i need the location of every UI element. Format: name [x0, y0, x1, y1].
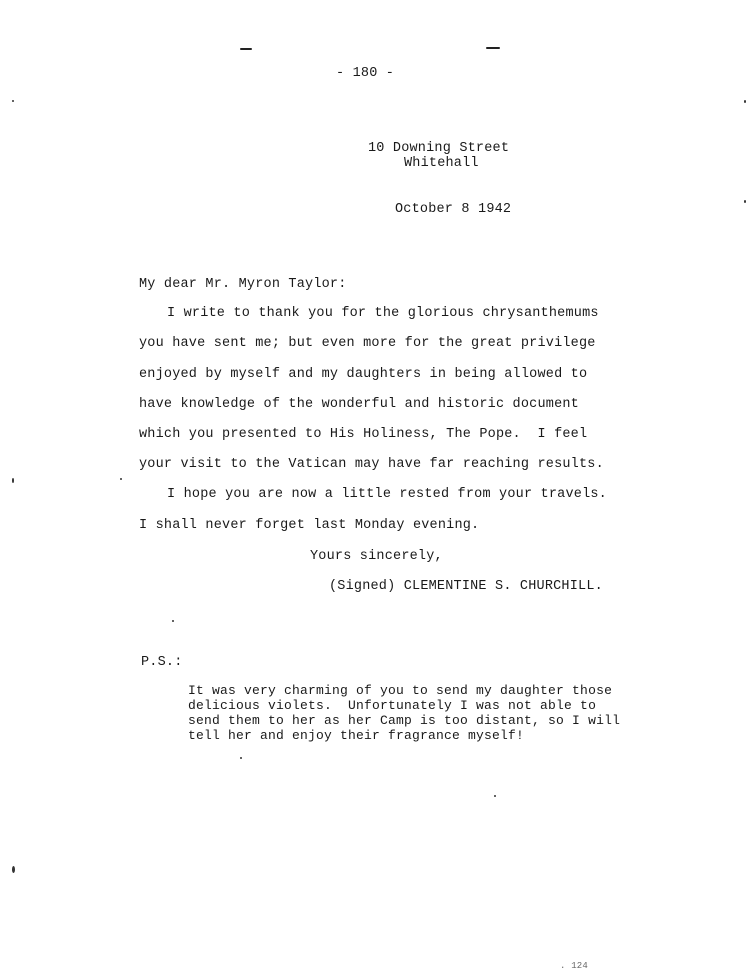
address-line-2: Whitehall: [404, 156, 479, 171]
scan-speck: [172, 620, 174, 622]
page-number: - 180 -: [336, 66, 395, 81]
postscript-line: It was very charming of you to send my daughter those: [188, 683, 613, 698]
postscript-label: P.S.:: [141, 655, 183, 670]
closing: Yours sincerely,: [310, 549, 443, 564]
address-line-1: 10 Downing Street: [368, 141, 510, 156]
scan-speck: [494, 795, 496, 797]
postscript-line: delicious violets. Unfortunately I was not able to: [188, 698, 597, 713]
postscript-line: tell her and enjoy their fragrance myself!: [188, 728, 525, 743]
postscript-line: send them to her as her Camp is too distant, so I will: [188, 713, 621, 728]
letter-date: October 8 1942: [395, 202, 512, 217]
body-line: you have sent me; but even more for the great privilege: [139, 336, 596, 351]
signature: (Signed) CLEMENTINE S. CHURCHILL.: [329, 579, 603, 594]
scan-mark: [240, 48, 252, 50]
body-line: which you presented to His Holiness, The Pope. I feel: [139, 427, 588, 442]
scan-speck: [120, 478, 122, 480]
body-line: I write to thank you for the glorious chrysanthemums: [167, 306, 599, 321]
salutation: My dear Mr. Myron Taylor:: [139, 277, 347, 292]
footer-mark: . 124: [560, 961, 589, 971]
scan-speck: [240, 757, 242, 759]
scan-speck: [12, 866, 15, 873]
body-line: I shall never forget last Monday evening.: [139, 518, 480, 533]
scan-speck: [12, 478, 14, 483]
body-line: enjoyed by myself and my daughters in being allowed to: [139, 367, 588, 382]
body-line: I hope you are now a little rested from your travels.: [167, 487, 607, 502]
scan-speck: [744, 100, 746, 103]
body-line: have knowledge of the wonderful and historic document: [139, 397, 579, 412]
scan-speck: [744, 200, 746, 203]
scan-mark: [486, 47, 500, 49]
scan-speck: [12, 100, 14, 102]
body-line: your visit to the Vatican may have far reaching results.: [139, 457, 604, 472]
